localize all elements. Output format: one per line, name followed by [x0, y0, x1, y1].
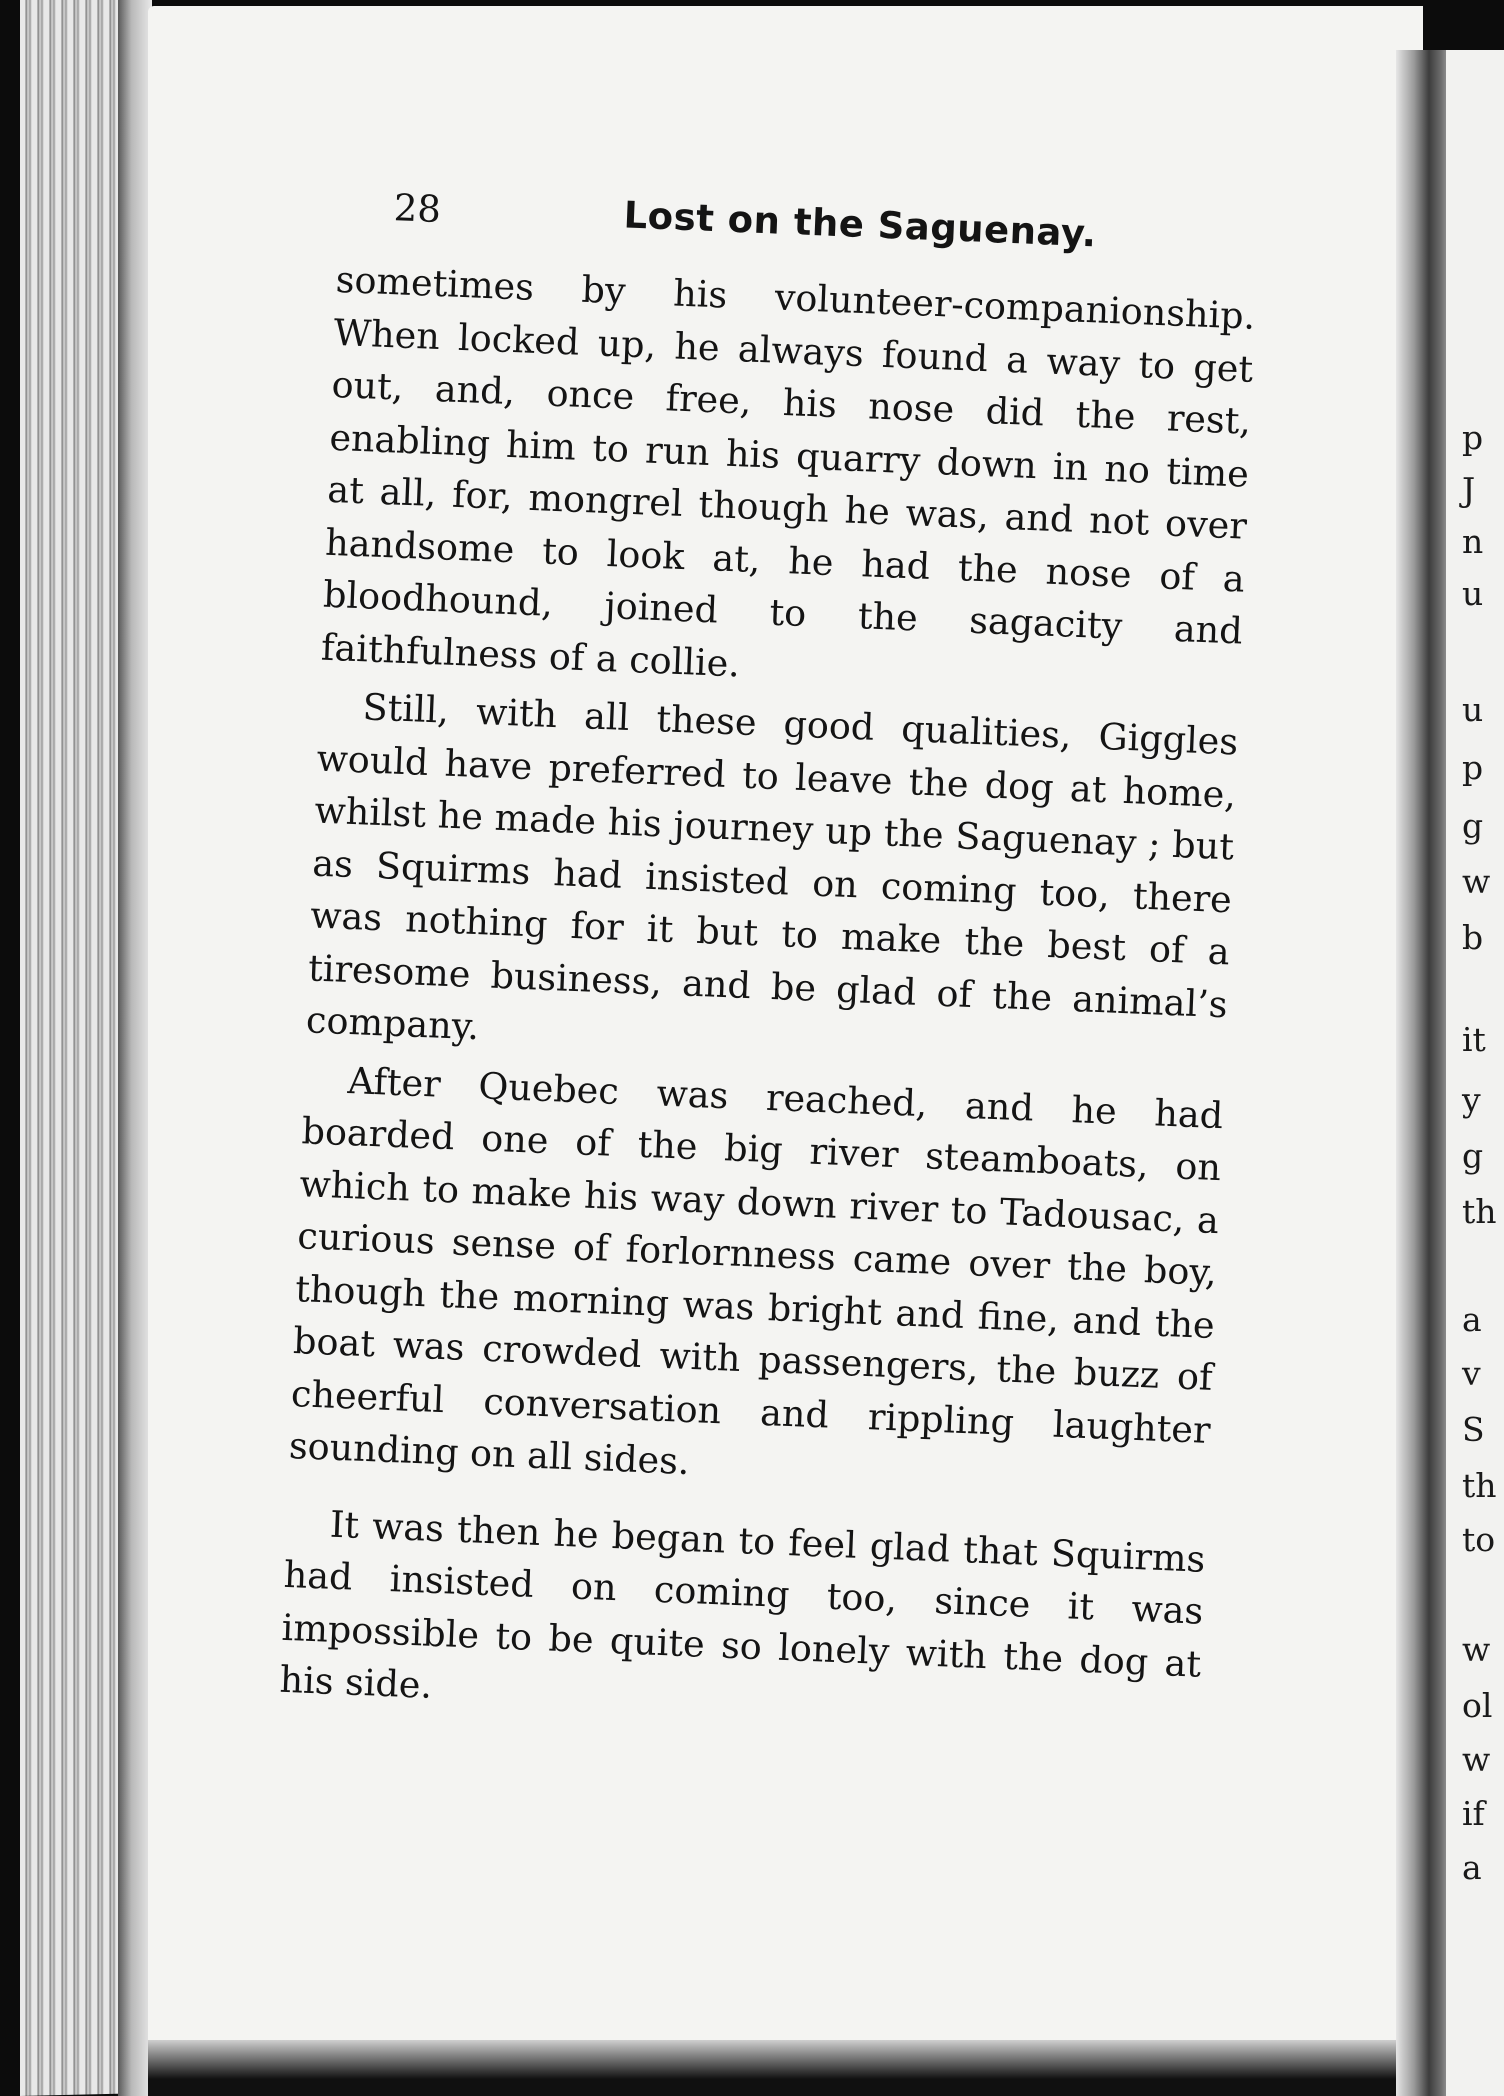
paragraph-1: sometimes by his volunteer-companionship. When locked up, he always found a way to get out, and, once free, his nose did the rest, enabling him to run his quarry down in no time at all, for, mongrel though he was, and not over handsome to look at, he had the nose of a bloodhound, joined to the sagacity and faithfulness of a collie. — [320, 257, 1257, 685]
page-text-block — [278, 178, 1319, 1752]
facing-page-fragment: v — [1462, 1354, 1481, 1393]
facing-page-fragment: g — [1462, 1136, 1484, 1175]
facing-page-fragment: th — [1462, 1466, 1497, 1505]
page-edges-shadow — [118, 0, 152, 2096]
page-number: 28 — [392, 186, 442, 232]
page-bottom-shadow — [148, 2040, 1423, 2096]
running-head-title: Lost on the Saguenay. — [622, 193, 1098, 256]
facing-page-fragment: n — [1462, 522, 1484, 561]
facing-page-fragment: u — [1462, 690, 1484, 729]
facing-page-fragment: if — [1462, 1794, 1485, 1833]
facing-page-fragment: y — [1462, 1080, 1481, 1119]
facing-page-fragment: w — [1462, 1630, 1491, 1669]
facing-page-fragment: ol — [1462, 1686, 1493, 1725]
facing-page-fragment: to — [1462, 1520, 1496, 1559]
facing-page-fragment: th — [1462, 1192, 1497, 1231]
paragraph-4: It was then he began to feel glad that Squirms had insisted on coming too, since it was impossible to be quite so lonely with the dog at his side. — [278, 1502, 1207, 1707]
facing-page-fragment: u — [1462, 574, 1484, 613]
facing-page-edge — [1446, 50, 1504, 2096]
paragraph-3: After Quebec was reached, and he had boarded one of the big river steamboats, on which to make his way down river to Tadousac, a curious sense of forlornness came over the boy, though the morning was bright and fine, and the boat was crowded with passengers, the buzz of cheerful conversation and rippling laughter sounding on all sides. — [288, 1058, 1224, 1484]
facing-page-fragment: a — [1462, 1848, 1482, 1887]
facing-page-fragment: it — [1462, 1020, 1486, 1059]
facing-page-fragment: J — [1462, 470, 1476, 509]
facing-page-fragment: p — [1462, 748, 1484, 787]
facing-page-fragment: w — [1462, 862, 1491, 901]
facing-page-fragment: g — [1462, 806, 1484, 845]
facing-page-fragment: a — [1462, 1300, 1482, 1339]
facing-page-fragment: b — [1462, 918, 1484, 957]
facing-page-fragment: S — [1462, 1410, 1485, 1449]
facing-page-fragment: w — [1462, 1740, 1491, 1779]
facing-page-fragment: p — [1462, 418, 1484, 457]
paragraph-2: Still, with all these good qualities, Giggles would have preferred to leave the dog at home, whilst he made his journey up the Saguenay ; but as Squirms had insisted on coming too, there was nothing for it but to make the best of a tiresome business, and be glad of the animal’s company. — [305, 685, 1239, 1049]
